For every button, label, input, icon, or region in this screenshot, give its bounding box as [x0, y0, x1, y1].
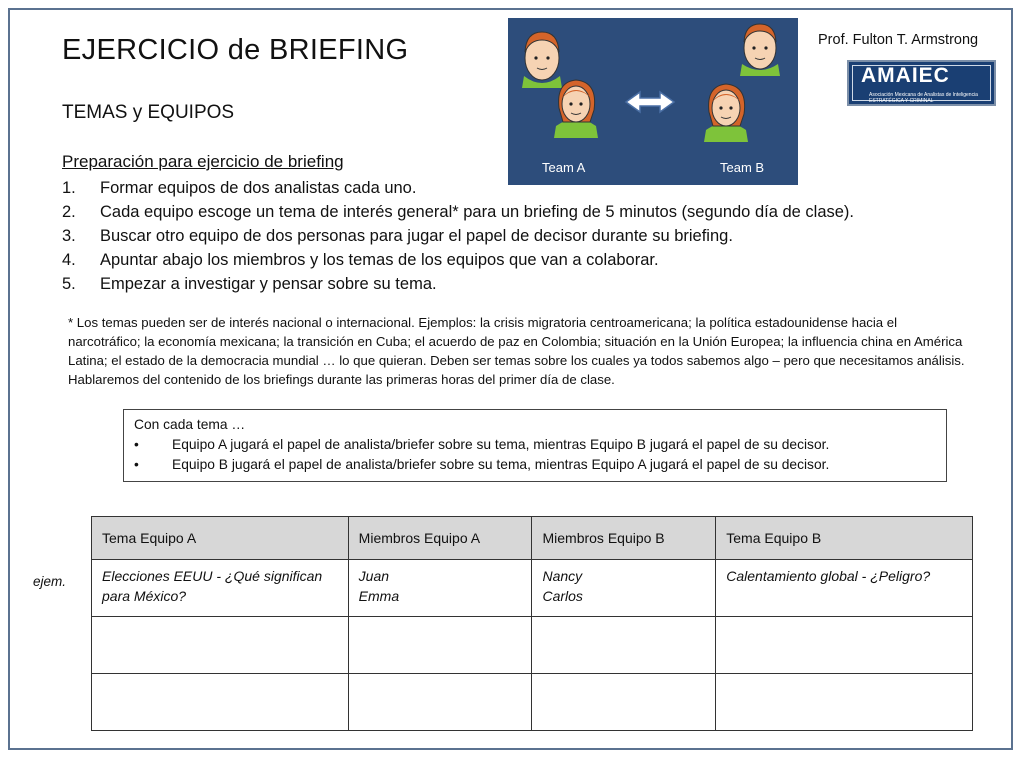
table-row — [92, 674, 973, 731]
male-avatar-icon — [522, 32, 562, 88]
column-header: Tema Equipo A — [92, 517, 349, 560]
table-cell[interactable]: Juan Emma — [348, 560, 532, 617]
table-cell[interactable]: Elecciones EEUU - ¿Qué significan para México? — [92, 560, 349, 617]
example-label: ejem. — [33, 574, 67, 589]
step-text: Apuntar abajo los miembros y los temas de los equipos que van a colaborar. — [100, 251, 659, 269]
topics-footnote: * Los temas pueden ser de interés nacional o internacional. Ejemplos: la crisis migratoria centroamericana; la política estadounidense hacia el narcotráfico; la economía mexicana; la transición en Cuba; el acuerdo de paz en Colombia; situación en la Unión Europea; la influencia china en América Latina; el estado de la democracia mundial … lo que quieran. Deben ser temas sobre los cuales ya todos sabemos algo – pero que necesitamos análisis. Hablaremos del contenido de los briefings durante las primeras horas del primer día de clase. — [68, 315, 965, 387]
note-item-text: Equipo A jugará el papel de analista/briefer sobre su tema, mientras Equipo B jugará el papel de su decisor. — [172, 437, 830, 452]
teams-table — [91, 516, 973, 731]
note-intro: Con cada tema … — [134, 417, 246, 432]
note-item-text: Equipo B jugará el papel de analista/briefer sobre su tema, mientras Equipo A jugará el papel de su decisor. — [172, 457, 830, 472]
teams-illustration — [508, 18, 798, 185]
note-item — [134, 455, 936, 475]
step-item — [62, 200, 854, 224]
table-row — [92, 617, 973, 674]
table-cell[interactable] — [532, 617, 716, 674]
roles-note-box — [123, 409, 947, 482]
logo-tagline-1: Asociación Mexicana de Analistas de Inteligencia — [869, 92, 978, 98]
steps-list — [62, 176, 854, 296]
step-text: Buscar otro equipo de dos personas para jugar el papel de decisor durante su briefing. — [100, 227, 733, 245]
double-arrow-icon — [626, 92, 674, 112]
male-avatar-icon — [740, 24, 780, 76]
female-avatar-icon — [554, 80, 598, 138]
table-cell[interactable]: Calentamiento global - ¿Peligro? — [716, 560, 973, 617]
table-cell[interactable] — [348, 674, 532, 731]
amaiec-logo — [847, 60, 996, 106]
step-item — [62, 224, 854, 248]
step-item — [62, 272, 854, 296]
table-cell[interactable]: Nancy Carlos — [532, 560, 716, 617]
step-number: 5. — [62, 275, 76, 293]
step-text: Cada equipo escoge un tema de interés general* para un briefing de 5 minutos (segundo día de clase). — [100, 203, 854, 221]
author-name: Prof. Fulton T. Armstrong — [818, 32, 979, 48]
female-avatar-icon — [704, 84, 748, 142]
step-number: 1. — [62, 179, 76, 197]
table-cell[interactable] — [716, 617, 973, 674]
column-header: Miembros Equipo B — [532, 517, 716, 560]
logo-tagline-2: ESTRATÉGICA Y CRIMINAL — [869, 98, 934, 104]
logo-wordmark: AMAIEC — [861, 64, 950, 87]
page-subtitle: TEMAS y EQUIPOS — [62, 102, 235, 123]
team-b-label: Team B — [720, 160, 765, 175]
prep-heading: Preparación para ejercicio de briefing — [62, 152, 344, 171]
table-cell[interactable] — [92, 674, 349, 731]
step-item — [62, 248, 854, 272]
team-a-label: Team A — [542, 160, 586, 175]
teams-illustration-svg — [508, 18, 798, 185]
bullet-icon: • — [134, 457, 139, 472]
table-cell[interactable] — [716, 674, 973, 731]
table-row — [92, 560, 973, 617]
bullet-icon: • — [134, 437, 139, 452]
step-number: 4. — [62, 251, 76, 269]
column-header: Tema Equipo B — [716, 517, 973, 560]
table-cell[interactable] — [348, 617, 532, 674]
step-text: Empezar a investigar y pensar sobre su tema. — [100, 275, 437, 293]
table-cell[interactable] — [92, 617, 349, 674]
step-number: 2. — [62, 203, 76, 221]
table-cell[interactable] — [532, 674, 716, 731]
table-header-row — [92, 517, 973, 560]
step-text: Formar equipos de dos analistas cada uno. — [100, 179, 417, 197]
note-item — [134, 435, 936, 455]
column-header: Miembros Equipo A — [348, 517, 532, 560]
page-title: EJERCICIO de BRIEFING — [62, 34, 409, 66]
step-number: 3. — [62, 227, 76, 245]
